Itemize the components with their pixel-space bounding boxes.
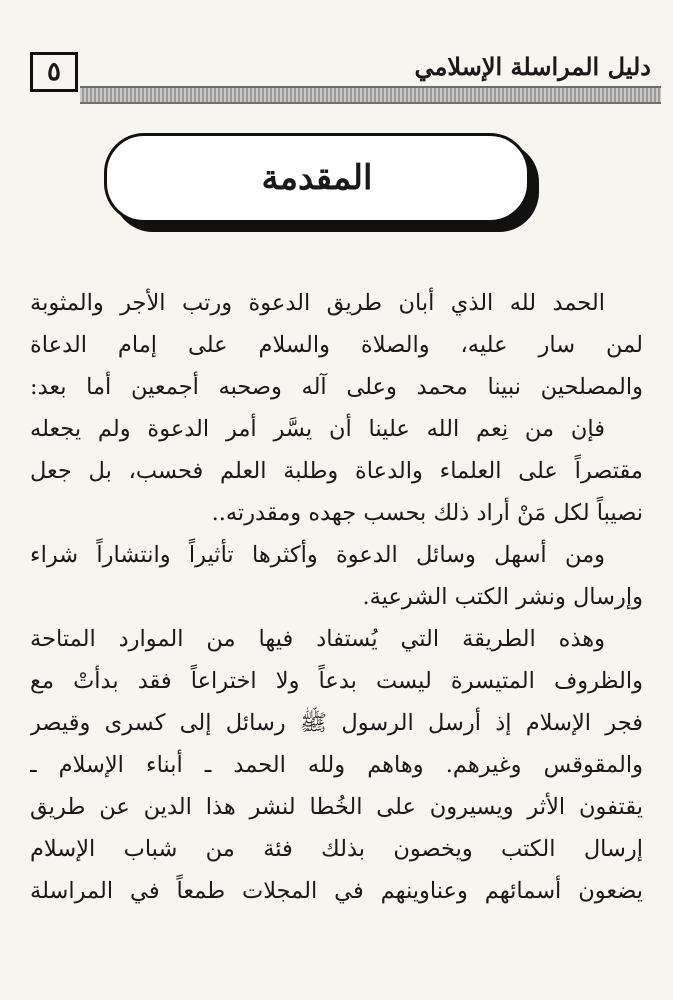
page-number: ٥ <box>30 52 78 92</box>
text-line: الحمد لله الذي أبان طريق الدعوة ورتب الأجر والمثوبة <box>30 290 605 316</box>
body-text <box>30 282 643 912</box>
text-line: يضعون أسمائهم وعناوينهم في المجلات طمعاً في المراسلة <box>30 878 643 904</box>
text-line: فجر الإسلام إذ أرسل الرسول ﷺ رسائل إلى كسرى وقيصر <box>30 710 643 736</box>
section-title-box <box>104 133 530 223</box>
text-line: يقتفون الأثر ويسيرون على الخُطا لنشر هذا الدين عن طريق <box>30 794 643 820</box>
page-header <box>0 0 673 110</box>
text-line: والمقوقس وغيرهم. وهاهم ولله الحمد ـ أبناء الإسلام ـ <box>30 752 643 778</box>
text-line: والظروف المتيسرة ليست بدعاً ولا اختراعاً فقد بدأتْ مع <box>30 668 643 694</box>
text-line: إرسال الكتب ويخصون بذلك فئة من شباب الإسلام <box>30 836 643 862</box>
text-line: فإن من نِعم الله علينا أن يسَّر أمر الدعوة ولم يجعله <box>30 416 605 442</box>
header-rule-divider <box>80 86 661 104</box>
text-line: وهذه الطريقة التي يُستفاد فيها من الموارد المتاحة <box>30 626 605 652</box>
text-line: مقتصراً على العلماء والدعاة وطلبة العلم فحسب، بل جعل <box>30 458 643 484</box>
text-line: والمصلحين نبينا محمد وعلى آله وصحبه أجمعين أما بعد: <box>30 374 643 400</box>
section-title: المقدمة <box>261 158 373 198</box>
text-line: ومن أسهل وسائل الدعوة وأكثرها تأثيراً وانتشاراً شراء <box>30 542 605 568</box>
text-line: نصيباً لكل مَنْ أراد ذلك بحسب جهده ومقدرته.. <box>211 500 643 526</box>
book-title: دليل المراسلة الإسلامي <box>414 52 651 81</box>
text-line: لمن سار عليه، والصلاة والسلام على إمام الدعاة <box>30 332 643 358</box>
text-line: وإرسال ونشر الكتب الشرعية. <box>362 584 643 610</box>
